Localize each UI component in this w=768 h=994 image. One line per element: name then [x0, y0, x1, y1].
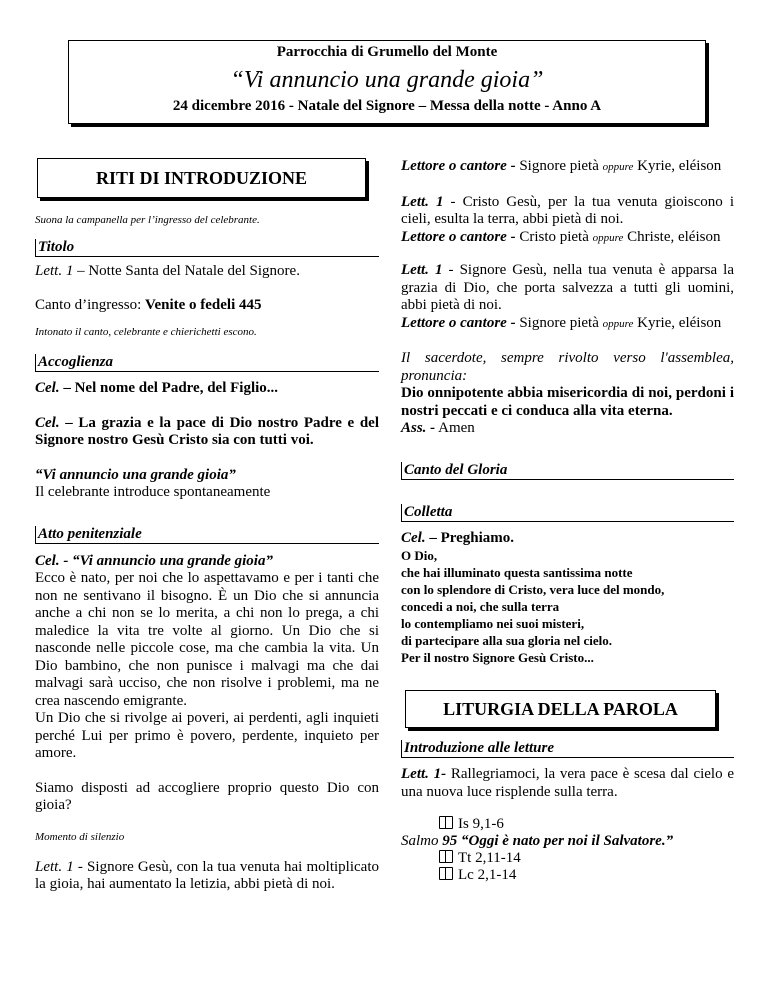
- canto-title: Venite o fedeli 445: [145, 296, 262, 313]
- parish-name: Parrocchia di Grumello del Monte: [276, 44, 498, 60]
- celebration-date: 24 dicembre 2016 - Natale del Signore – Messa della notte - Anno A: [172, 98, 602, 114]
- prayer-line: Per il nostro Signore Gesù Cristo...: [401, 650, 594, 665]
- subheading-gloria: Canto del Gloria: [401, 462, 734, 480]
- book-icon: [439, 816, 453, 829]
- prayer-line: lo contempliamo nei suoi misteri,: [401, 616, 585, 631]
- invocation-2: Lett. 1 - Cristo Gesù, per la tua venuta gioiscono i cieli, esulta la terra, abbi pietà di noi.: [401, 193, 735, 227]
- prayer-line: O Dio,: [401, 548, 438, 563]
- subheading-accoglienza: Accoglienza: [35, 354, 379, 372]
- atto-heading: Cel. - “Vi annuncio una grande gioia”: [35, 552, 273, 569]
- reading-ref-3: Lc 2,1-14: [439, 867, 734, 884]
- cel-line-2: Cel. – La grazia e la pace di Dio nostro Padre e del Signore nostro Gesù Cristo sia con tutti voi.: [35, 414, 379, 448]
- note-silenzio: Momento di silenzio: [35, 830, 125, 843]
- prayer-line: con lo splendore di Cristo, vera luce del mondo,: [401, 582, 665, 597]
- colletta-intro: Cel. – Preghiamo.: [401, 529, 515, 546]
- response-2: Lettore o cantore - Cristo pietà oppure Christe, eléison: [401, 228, 721, 245]
- note-bell: Suona la campanella per l’ingresso del celebrante.: [35, 214, 260, 226]
- titolo-line: Lett. 1 – Notte Santa del Natale del Signore.: [35, 263, 300, 279]
- book-icon: [439, 867, 453, 880]
- prayer-line: che hai illuminato questa santissima notte: [401, 565, 633, 580]
- note-intonato: Intonato il canto, celebrante e chierichetti escono.: [35, 326, 257, 338]
- intro-letture-text: Lett. 1- Rallegriamoci, la vera pace è scesa dal cielo e una nuova luce risplende sulla terra.: [401, 766, 734, 800]
- cel-line-1: Cel. – Nel nome del Padre, del Figlio...: [35, 380, 279, 396]
- prayer-line: concedi a noi, che sulla terra: [401, 599, 560, 614]
- header-box: [68, 40, 706, 124]
- salmo-line: Salmo 95 “Oggi è nato per noi il Salvatore.”: [401, 833, 674, 849]
- subheading-colletta: Colletta: [401, 504, 734, 522]
- reading-ref-1: Is 9,1-6: [439, 816, 734, 833]
- assembly-response: Ass. - Amen: [401, 420, 475, 436]
- annuncio-text: Il celebrante introduce spontaneamente: [35, 484, 271, 500]
- atto-paragraph-1: Ecco è nato, per noi che lo aspettavamo e per i tanti che non ne sentivano il bisogno. È un Dio che si annuncia anche a chi non se lo merita, a chi non lo prega, a chi maledice la vita tre volte al giorno. Un Dio che si nasconde nelle piccole cose, ma che cambia la vita. Un Dio bambino, che non punisce i malvagi ma che dai malvagi sarà ucciso, che non risolve i problemi, ma ne crea nascendo emigrante.: [35, 570, 379, 709]
- motto-title: “Vi annuncio una grande gioia”: [230, 67, 544, 93]
- reading-ref-2: Tt 2,11-14: [439, 850, 734, 867]
- subheading-titolo: Titolo: [35, 239, 379, 257]
- role-label: Lett. 1: [35, 263, 74, 279]
- response-1: Lettore o cantore - Signore pietà oppure Kyrie, eléison: [401, 158, 722, 174]
- atto-question: Siamo disposti ad accogliere proprio questo Dio con gioia?: [35, 779, 379, 813]
- lett1-invocation: Lett. 1 - Signore Gesù, con la tua venuta hai moltiplicato la gioia, hai aumentato la letizia, abbi pietà di noi.: [35, 858, 379, 892]
- invocation-3: Lett. 1 - Signore Gesù, nella tua venuta è apparsa la grazia di Dio, che porta salvezza a tutti gli uomini, abbi pietà di noi.: [401, 262, 734, 313]
- absolution-text: Dio onnipotente abbia misericordia di noi, perdoni i nostri peccati e ci conduca alla vita eterna.: [401, 385, 734, 419]
- prayer-line: di partecipare alla sua gloria nel cielo.: [401, 633, 612, 648]
- subheading-atto-penitenziale: Atto penitenziale: [35, 526, 379, 544]
- subheading-introduzione-letture: Introduzione alle letture: [401, 740, 734, 758]
- section-heading-liturgia: LITURGIA DELLA PAROLA: [405, 690, 716, 728]
- sacerdote-intro: Il sacerdote, sempre rivolto verso l'assemblea, pronuncia:: [401, 350, 734, 384]
- atto-paragraph-2: Un Dio che si rivolge ai poveri, ai perdenti, agli inquieti perché Lui per primo è povero, perdente, inquieto per amore.: [35, 710, 379, 761]
- right-column: [401, 148, 734, 884]
- response-3: Lettore o cantore - Signore pietà oppure Kyrie, eléison: [401, 314, 722, 331]
- section-heading-riti: RITI DI INTRODUZIONE: [37, 158, 366, 198]
- colletta-prayer: [401, 547, 734, 666]
- left-column: [35, 148, 379, 894]
- book-icon: [439, 850, 453, 863]
- annuncio-title: “Vi annuncio una grande gioia”: [35, 466, 236, 483]
- canto-ingresso: Canto d’ingresso: Venite o fedeli 445: [35, 296, 262, 313]
